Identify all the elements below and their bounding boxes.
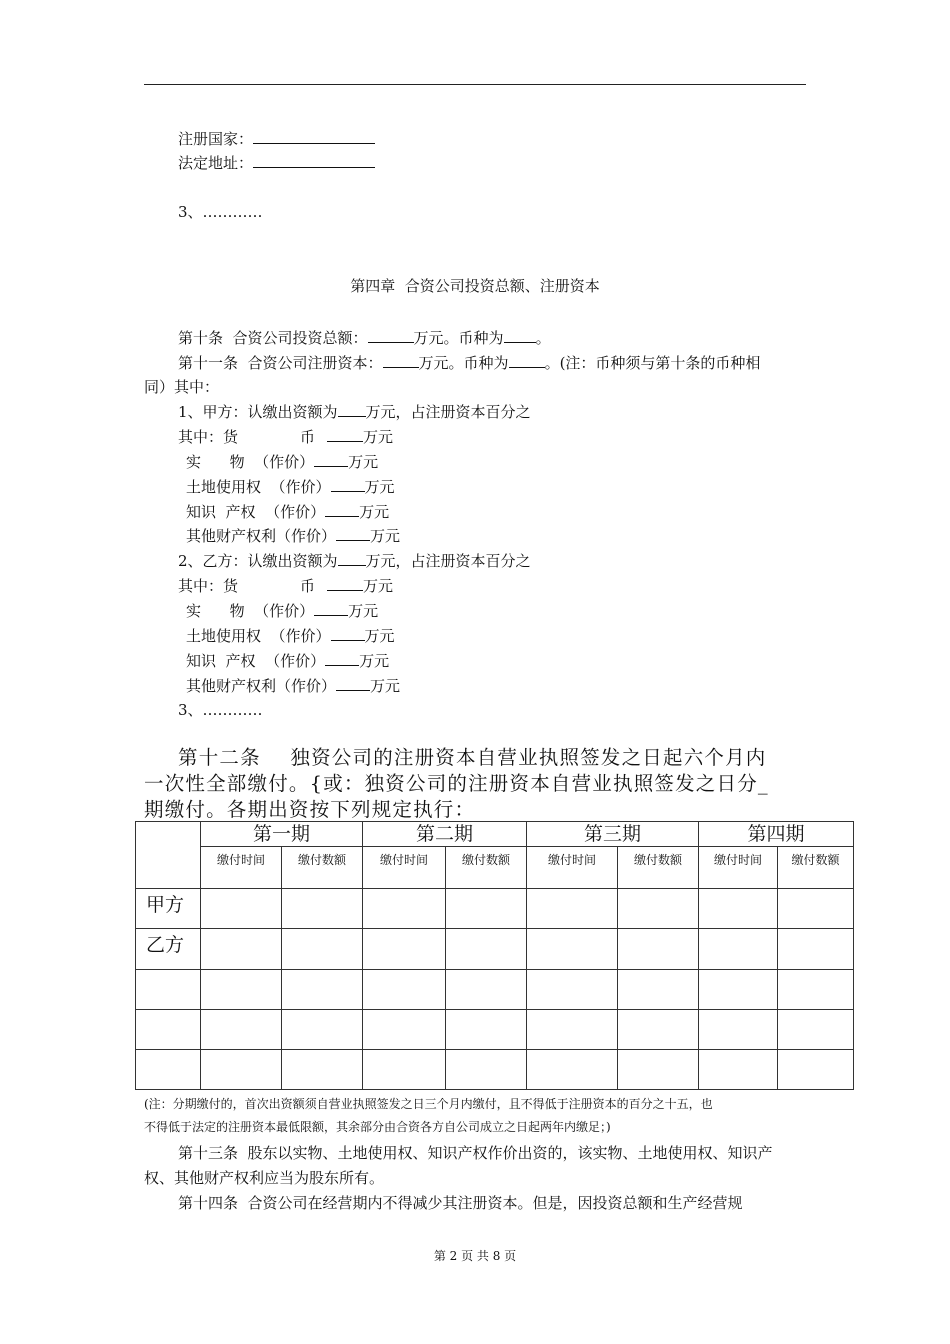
table-cell[interactable] [446,1009,527,1049]
article-11-note: 。(注：币种须与第十条的币种相 [544,354,761,372]
installment-note-line-1: (注：分期缴付的，首次出资额须自营业执照签发之日三个月内缴付，且不得低于注册资本的百分之十五，也 [144,1097,713,1111]
table-cell[interactable] [201,889,282,929]
page-footer: 第 2 页 共 8 页 [433,1249,517,1263]
article-12-line-1: 第十二条 独资公司的注册资本自营业执照签发之日起六个月内 [178,746,767,769]
article-10 [178,327,551,348]
unit: 万元 [363,577,394,595]
row-label: 甲方 [136,889,201,929]
party-b-head-text: 2、乙方：认缴出资额为 [178,552,338,570]
table-cell[interactable] [778,969,854,1009]
table-cell[interactable] [282,929,363,969]
article-10-text: 第十条 合资公司投资总额： [178,329,368,347]
payment-amount-header: 缴付数额 [282,847,363,889]
registered-country-line [178,128,375,149]
table-cell[interactable] [282,889,363,929]
party-b-item-other [186,675,400,696]
legal-address-blank[interactable] [253,152,375,168]
party-a-item-land [186,476,395,497]
table-cell[interactable] [618,889,699,929]
row-label [136,969,201,1009]
unit: 万元 [364,478,395,496]
table-cell[interactable] [778,1009,854,1049]
currency-label: 其中：货 [178,577,239,595]
table-cell[interactable] [699,929,778,969]
payment-time-header: 缴付时间 [527,847,618,889]
payment-time-header: 缴付时间 [363,847,446,889]
legal-address-line [178,152,375,173]
period-3-header: 第三期 [527,822,699,847]
party-b-heading [178,550,531,571]
party-b-other-blank[interactable] [336,675,370,691]
party-b-item-physical [186,600,378,621]
party-a-physical-blank[interactable] [314,451,348,467]
table-cell[interactable] [201,969,282,1009]
table-cell[interactable] [527,889,618,929]
table-cell[interactable] [363,1009,446,1049]
table-cell[interactable] [618,969,699,1009]
payment-time-header: 缴付时间 [699,847,778,889]
unit: 万元 [348,602,379,620]
party-a-currency-blank[interactable] [327,426,363,442]
header-rule [144,84,806,85]
party-a-item-ip [186,501,389,522]
party-a-subscribed-blank[interactable] [338,401,366,417]
unit: 万元 [348,453,379,471]
party-a-land-blank[interactable] [331,476,365,492]
party-a-heading [178,401,531,422]
total-investment-blank[interactable] [368,327,414,343]
table-cell[interactable] [282,1049,363,1089]
table-cell[interactable] [527,969,618,1009]
item-label: 知识 产权 （作价） [186,503,326,521]
table-row [136,969,854,1009]
table-cell[interactable] [618,929,699,969]
article-10-end: 。 [535,329,551,347]
party-a-item-physical [186,451,378,472]
table-cell[interactable] [699,889,778,929]
table-cell[interactable] [446,1049,527,1089]
party-a-currency-line [178,426,393,447]
table-cell[interactable] [778,1049,854,1089]
payment-amount-header: 缴付数额 [778,847,854,889]
article-10-unit: 万元。币种为 [413,329,504,347]
row-label: 乙方 [136,929,201,969]
table-cell[interactable] [778,929,854,969]
party-b-land-blank[interactable] [331,625,365,641]
unit: 万元 [370,527,401,545]
party-b-item-ip [186,650,389,671]
unit: 万元 [363,428,394,446]
table-row [136,1009,854,1049]
table-cell[interactable] [363,1049,446,1089]
table-cell[interactable] [363,929,446,969]
unit: 万元 [364,627,395,645]
party-b-item-land [186,625,395,646]
row-label [136,1009,201,1049]
table-cell[interactable] [699,1009,778,1049]
item-3b-ellipsis: 3、………… [178,701,263,719]
table-cell[interactable] [699,1049,778,1089]
table-cell[interactable] [446,929,527,969]
table-row [136,929,854,969]
party-b-currency-blank[interactable] [327,575,363,591]
item-label: 实 物 （作价） [186,602,315,620]
table-row [136,1049,854,1089]
currency-label-2: 币 [300,577,316,595]
table-cell[interactable] [201,1049,282,1089]
table-cell[interactable] [618,1049,699,1089]
installment-table [135,821,854,1090]
table-corner-cell [136,822,201,889]
item-label: 土地使用权 （作价） [186,478,331,496]
party-b-physical-blank[interactable] [314,600,348,616]
party-a-ip-blank[interactable] [325,501,359,517]
registered-country-label: 注册国家： [178,130,254,148]
article-12-line-2: 一次性全部缴付。{或：独资公司的注册资本自营业执照签发之日分_ [144,772,769,795]
item-label: 知识 产权 （作价） [186,652,326,670]
item-3-ellipsis: 3、………… [178,203,263,221]
currency-label-2: 币 [300,428,316,446]
item-label: 土地使用权 （作价） [186,627,331,645]
table-cell[interactable] [446,969,527,1009]
party-b-ip-blank[interactable] [325,650,359,666]
row-label [136,1049,201,1089]
article-11-text: 第十一条 合资公司注册资本： [178,354,383,372]
table-header-row [136,822,854,847]
article-11-unit: 万元。币种为 [418,354,509,372]
article-12-line-3: 期缴付。各期出资按下列规定执行： [144,798,476,821]
party-b-subscribed-blank[interactable] [338,550,366,566]
capital-currency-blank[interactable] [509,352,545,368]
article-14-line-1: 第十四条 合资公司在经营期内不得减少其注册资本。但是，因投资总额和生产经营规 [178,1194,743,1212]
period-2-header: 第二期 [363,822,527,847]
payment-amount-header: 缴付数额 [446,847,527,889]
table-cell[interactable] [618,1009,699,1049]
article-13-line-1: 第十三条 股东以实物、土地使用权、知识产权作价出资的，该实物、土地使用权、知识产 [178,1144,773,1162]
currency-label: 其中：货 [178,428,239,446]
unit: 万元 [370,677,401,695]
article-11-continued: 同）其中： [144,378,220,396]
unit: 万元 [359,652,390,670]
party-b-currency-line [178,575,393,596]
installment-note-line-2: 不得低于法定的注册资本最低限额，其余部分由合资各方自公司成立之日起两年内缴足；) [144,1120,611,1134]
party-a-item-other [186,525,400,546]
payment-time-header: 缴付时间 [201,847,282,889]
item-label: 其他财产权利（作价） [186,677,337,695]
table-cell[interactable] [201,929,282,969]
currency-blank[interactable] [504,327,536,343]
table-cell[interactable] [699,969,778,1009]
registered-capital-blank[interactable] [383,352,419,368]
table-cell[interactable] [527,929,618,969]
party-a-head-tail: 万元，占注册资本百分之 [365,403,531,421]
article-11 [178,352,760,373]
table-cell[interactable] [363,889,446,929]
table-cell[interactable] [201,1009,282,1049]
table-subheader-row [136,847,854,889]
registered-country-blank[interactable] [253,128,375,144]
table-cell[interactable] [446,889,527,929]
table-cell[interactable] [527,1049,618,1089]
article-13-line-2: 权、其他财产权利应当为股东所有。 [144,1169,385,1187]
period-1-header: 第一期 [201,822,363,847]
party-a-other-blank[interactable] [336,525,370,541]
table-cell[interactable] [363,969,446,1009]
table-cell[interactable] [282,969,363,1009]
item-label: 实 物 （作价） [186,453,315,471]
party-b-head-tail: 万元，占注册资本百分之 [365,552,531,570]
party-a-head-text: 1、甲方：认缴出资额为 [178,403,338,421]
payment-amount-header: 缴付数额 [618,847,699,889]
chapter-title: 第四章 合资公司投资总额、注册资本 [350,277,600,295]
table-cell[interactable] [778,889,854,929]
legal-address-label: 法定地址： [178,154,254,172]
table-cell[interactable] [527,1009,618,1049]
table-cell[interactable] [282,1009,363,1049]
item-label: 其他财产权利（作价） [186,527,337,545]
period-4-header: 第四期 [699,822,854,847]
unit: 万元 [359,503,390,521]
table-row [136,889,854,929]
